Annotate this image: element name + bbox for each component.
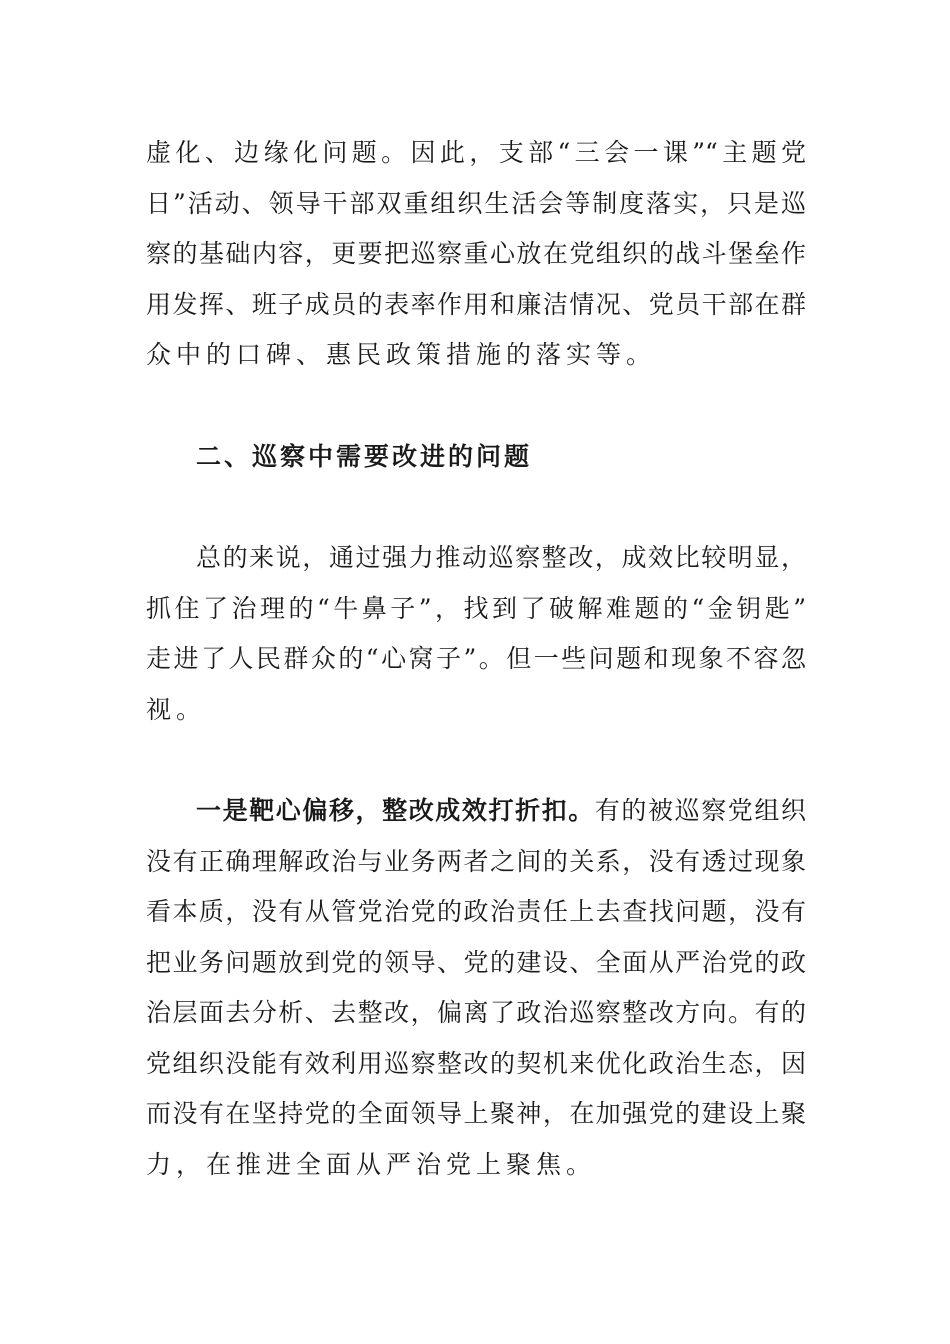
text-line: 察的基础内容，更要把巡察重心放在党组织的战斗堡垒作 [146,239,806,268]
text-line: 看本质，没有从管党治党的政治责任上去查找问题，没有 [146,897,806,926]
section-heading: 二、巡察中需要改进的问题 [196,441,533,471]
text-line: 虚化、边缘化问题。因此，支部“三会一课”“主题党 [146,138,806,167]
text-line: 党组织没能有效利用巡察整改的契机来优化政治生态，因 [146,1048,806,1078]
text-line: 把业务问题放到党的领导、党的建设、全面从严治党的政 [146,947,806,977]
text-line: 用发挥、班子成员的表率作用和廉洁情况、党员干部在群 [146,289,806,319]
text-line: 走进了人民群众的“心窝子”。但一些问题和现象不容忽 [146,644,806,673]
text-line: 众中的口碑、惠民政策措施的落实等。 [146,340,657,369]
document-body [146,128,806,1190]
paragraph-problem-one [146,786,806,1190]
paragraph-continued [146,128,806,381]
paragraph-spacer [146,482,806,533]
paragraph-summary [146,533,806,735]
text-line: 总的来说，通过强力推动巡察整改，成效比较明显， [196,543,806,572]
text-line: 日”活动、领导干部双重组织生活会等制度落实，只是巡 [146,188,806,218]
text-line: 视。 [146,694,207,724]
text-line: 抓住了治理的“牛鼻子”，找到了破解难题的“金钥匙” [146,593,806,623]
text-line-lead [146,786,806,837]
text-line: 力，在推进全面从严治党上聚焦。 [146,1149,597,1179]
paragraph-spacer [146,735,806,786]
text-line: 治层面去分析、去整改，偏离了政治巡察整改方向。有的 [146,998,806,1027]
text-line: 而没有在坚持党的全面领导上聚神，在加强党的建设上聚 [146,1099,806,1128]
text-line: 没有正确理解政治与业务两者之间的关系，没有透过现象 [146,846,806,876]
lead-line-rest: 有的被巡察党组织 [594,796,806,825]
paragraph-spacer [146,381,806,432]
bold-lead-phrase: 一是靶心偏移，整改成效打折扣。 [196,796,595,825]
